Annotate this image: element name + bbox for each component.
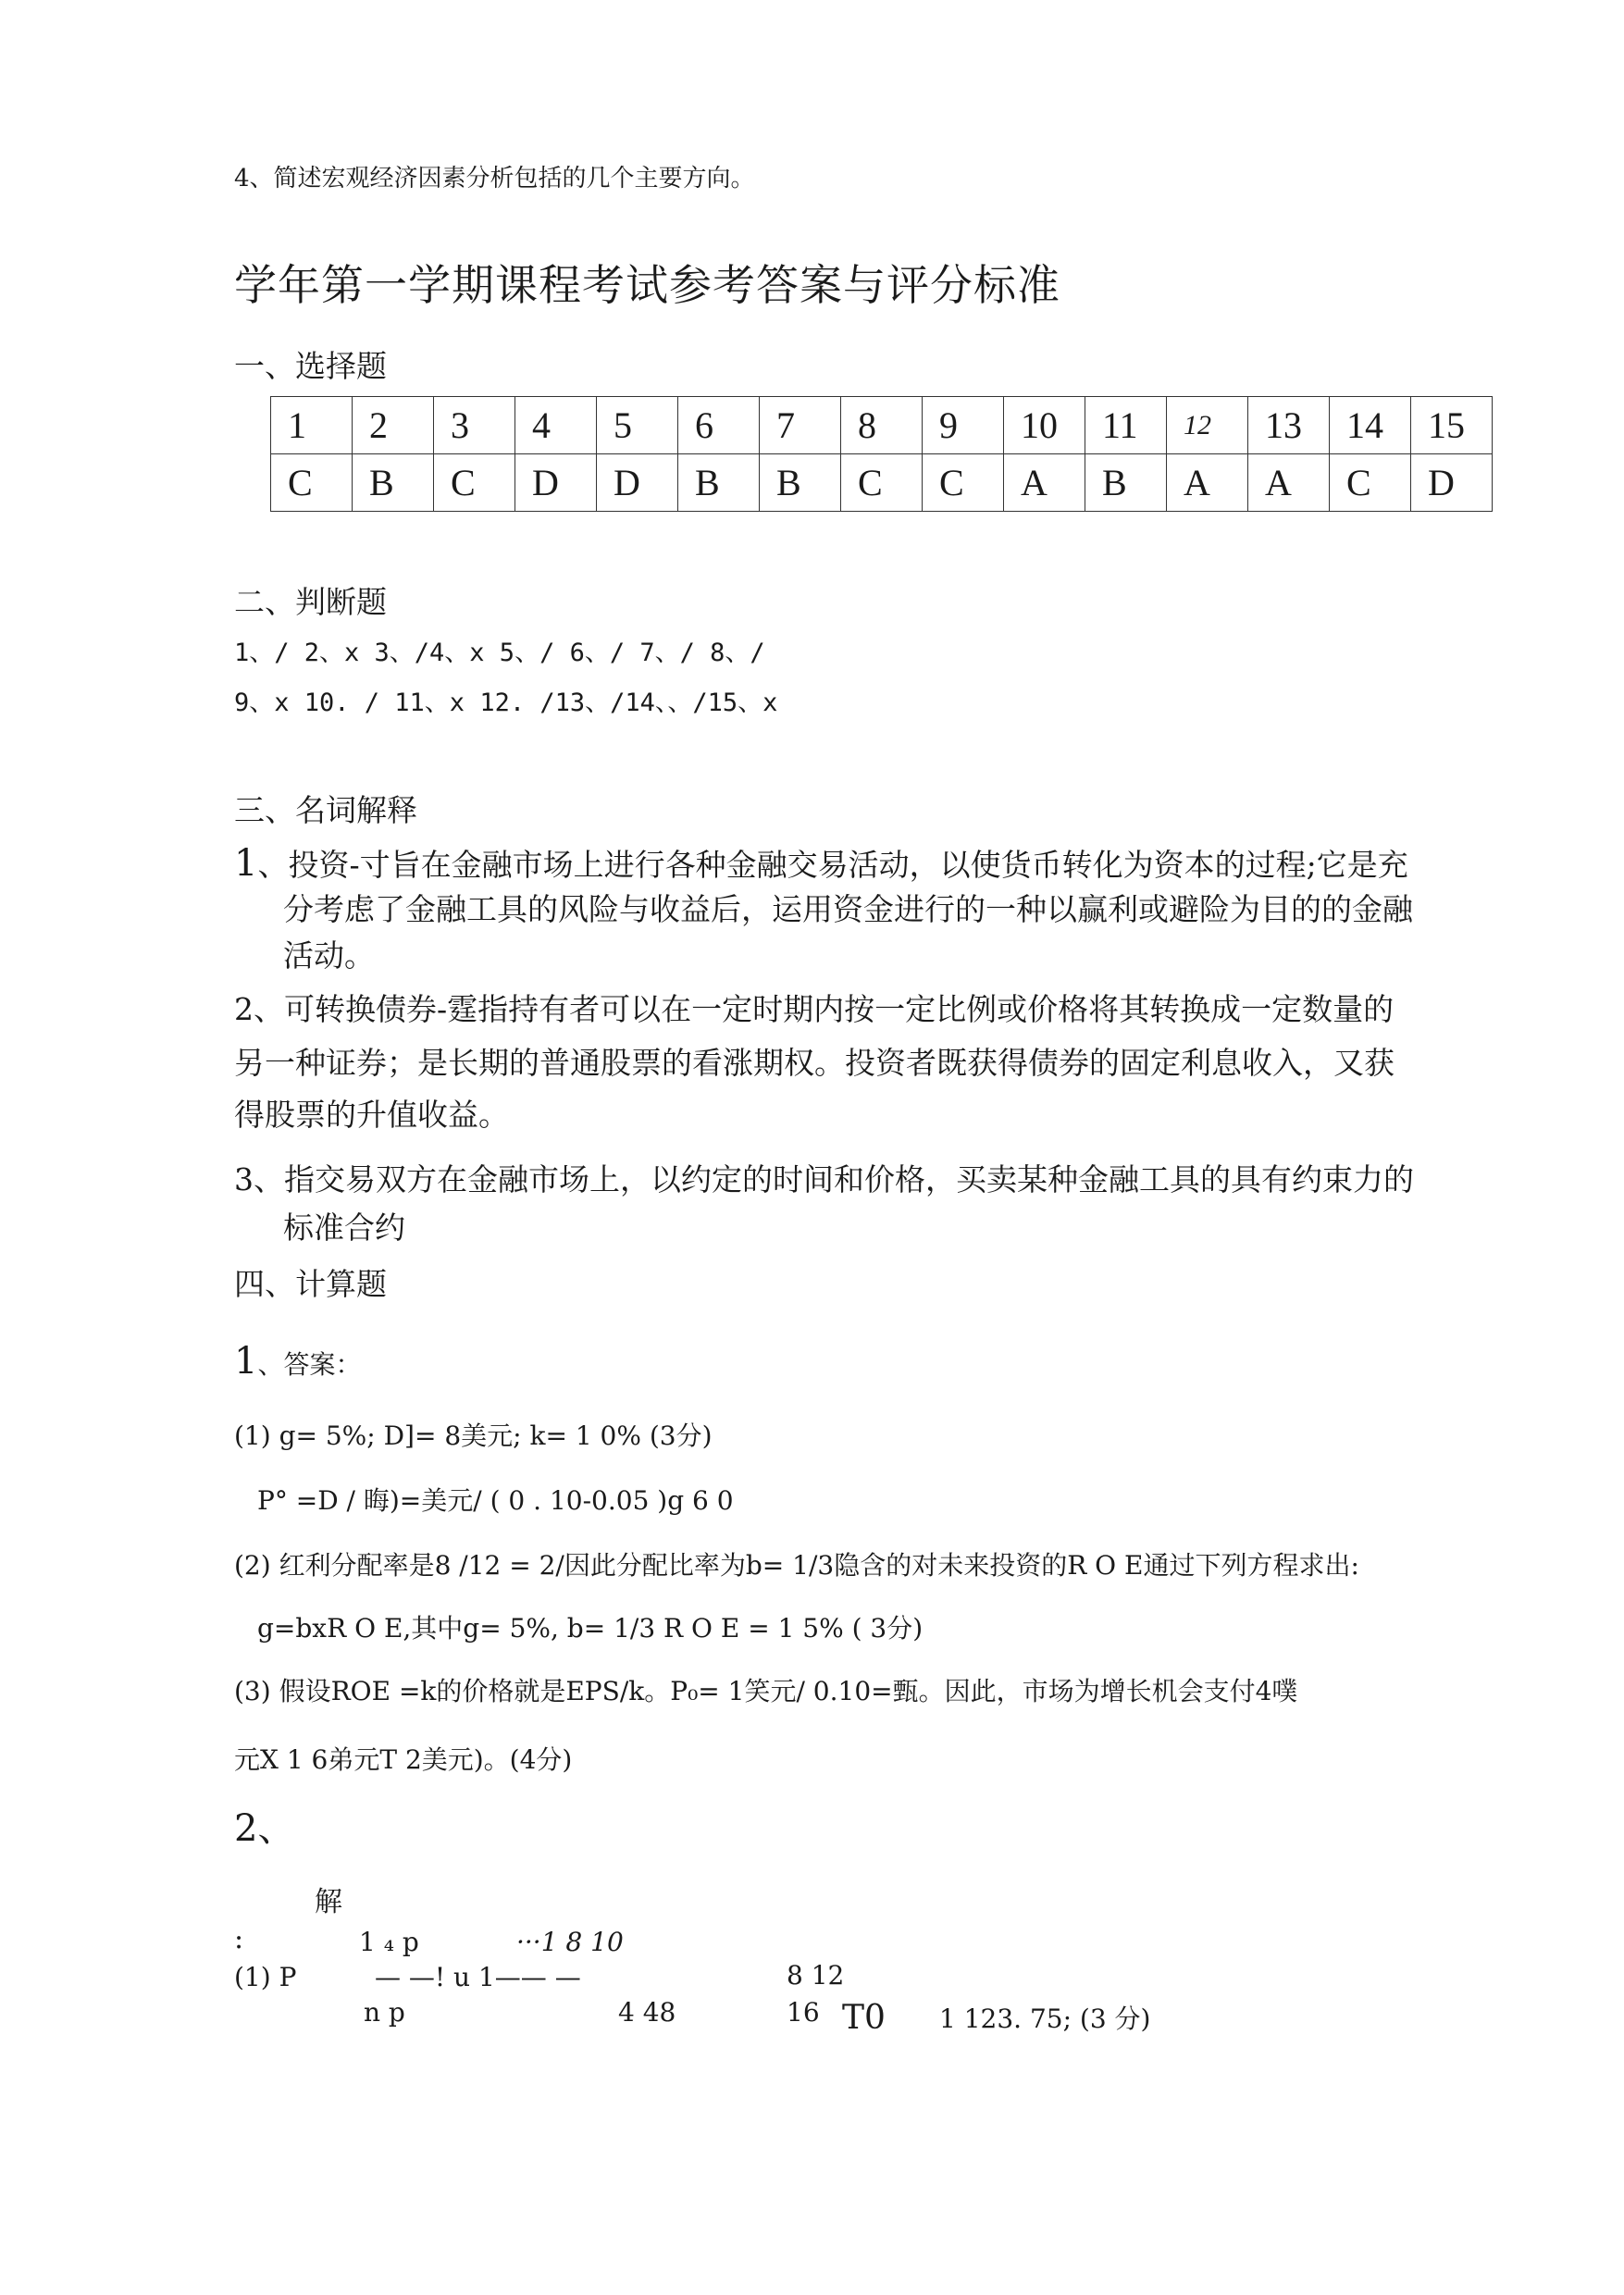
term-1-line-3: 活动。: [283, 937, 375, 974]
formula-bottom-right: 4 48: [618, 1997, 676, 2028]
table-cell: B: [678, 454, 760, 512]
table-cell: 11: [1085, 397, 1167, 454]
question-4-line: 4、简述宏观经济因素分析包括的几个主要方向。: [234, 165, 755, 192]
table-cell: 1: [271, 397, 353, 454]
calc-line: P° =D / 晦)=美元/ ( 0 . 10-0.05 )g 6 0: [257, 1485, 734, 1516]
table-cell: C: [923, 454, 1004, 512]
table-cell: B: [353, 454, 434, 512]
table-cell: 13: [1248, 397, 1330, 454]
choice-answer-table: [270, 396, 1493, 512]
calc-2-heading: 2、: [234, 1807, 295, 1850]
term-3-line-1: 3、指交易双方在金融市场上，以约定的时间和价格，买卖某种金融工具的具有约束力的: [234, 1161, 1414, 1197]
table-cell: 5: [597, 397, 678, 454]
formula-column-bottom: 16: [787, 1997, 820, 2028]
calc-line: (3) 假设ROE =k的价格就是EPS/k。P₀= 1笑元/ 0.10=甄。因此，市场为增长机会支付4噗: [234, 1676, 1298, 1706]
table-cell: D: [597, 454, 678, 512]
formula-big-t: T0: [842, 1999, 886, 2037]
solution-label: 解: [315, 1886, 342, 1918]
table-cell: 4: [515, 397, 597, 454]
section-heading-terms: 三、名词解释: [234, 792, 417, 828]
table-row-numbers: [271, 397, 1493, 454]
calc-1-heading: [234, 1340, 361, 1383]
table-cell: B: [1085, 454, 1167, 512]
formula-result: 1 123. 75; (3 分): [939, 2003, 1151, 2034]
table-cell: 2: [353, 397, 434, 454]
judge-answers-line-1: 1、/ 2、x 3、/4、x 5、/ 6、/ 7、/ 8、/: [234, 639, 765, 667]
formula-column-top: 8 12: [787, 1960, 845, 1991]
term-1-text: 、投资-寸旨在金融市场上进行各种金融交易活动，以使货币转化为资本的过程;它是充: [257, 847, 1408, 883]
calc-line: (2) 红利分配率是8 /12 = 2/因此分配比率为b= 1/3隐含的对未来投资的R O E通过下列方程求出:: [234, 1550, 1359, 1581]
term-2-line-2: 另一种证券；是长期的普通股票的看涨期权。投资者既获得债券的固定利息收入，又获: [234, 1045, 1395, 1081]
table-cell: D: [515, 454, 597, 512]
table-cell: 8: [841, 397, 923, 454]
calc-1-label: 、答案：: [257, 1349, 362, 1380]
term-2-line-1: 2、可转换债券-霆指持有者可以在一定时期内按一定比例或价格将其转换成一定数量的: [234, 991, 1395, 1027]
calc-1-number: 1: [234, 1340, 258, 1383]
table-cell: 6: [678, 397, 760, 454]
calc-line: (1) g= 5%; D]= 8美元; k= 1 0% (3分): [234, 1420, 713, 1451]
solution-colon: :: [234, 1923, 244, 1955]
table-cell: C: [1330, 454, 1411, 512]
table-cell: 12: [1167, 397, 1248, 454]
term-1-line-1: [234, 840, 1567, 888]
formula-bottom-left: n p: [364, 1997, 405, 2028]
term-3-line-2: 标准合约: [283, 1210, 405, 1246]
table-cell: D: [1411, 454, 1493, 512]
formula-mid-right: — —! u 1—— —: [375, 1962, 581, 1992]
page-title: 学年第一学期课程考试参考答案与评分标准: [234, 260, 1060, 310]
section-heading-calc: 四、计算题: [234, 1266, 387, 1302]
section-heading-choice: 一、选择题: [234, 348, 387, 384]
table-cell: B: [760, 454, 841, 512]
formula-mid-left: (1) P: [234, 1962, 297, 1992]
calc-line: g=bxR O E,其中g= 5%, b= 1/3 R O E = 1 5% ( 3分): [257, 1613, 924, 1644]
table-cell: 9: [923, 397, 1004, 454]
table-cell: C: [434, 454, 515, 512]
table-cell: C: [271, 454, 353, 512]
table-cell: 14: [1330, 397, 1411, 454]
table-cell: A: [1248, 454, 1330, 512]
table-row-answers: [271, 454, 1493, 512]
table-cell: A: [1167, 454, 1248, 512]
judge-answers-line-2: 9、x 10. / 11、x 12. /13、/14、、/15、x: [234, 688, 778, 717]
term-1-line-2: 分考虑了金融工具的风险与收益后，运用资金进行的一种以赢利或避险为目的的金融: [283, 891, 1413, 927]
section-heading-judge: 二、判断题: [234, 584, 387, 620]
table-cell: 3: [434, 397, 515, 454]
table-cell: 10: [1004, 397, 1085, 454]
term-1-number: 1: [234, 842, 258, 885]
table-cell: 15: [1411, 397, 1493, 454]
formula-top-right: ···1 8 10: [516, 1927, 624, 1957]
table-cell: C: [841, 454, 923, 512]
term-2-line-3: 得股票的升值收益。: [234, 1097, 509, 1133]
table-cell: 7: [760, 397, 841, 454]
table-cell: A: [1004, 454, 1085, 512]
formula-top-left: 1 ₄ p: [359, 1927, 419, 1957]
calc-line: 元X 1 6弟元T 2美元)。(4分): [234, 1744, 573, 1775]
